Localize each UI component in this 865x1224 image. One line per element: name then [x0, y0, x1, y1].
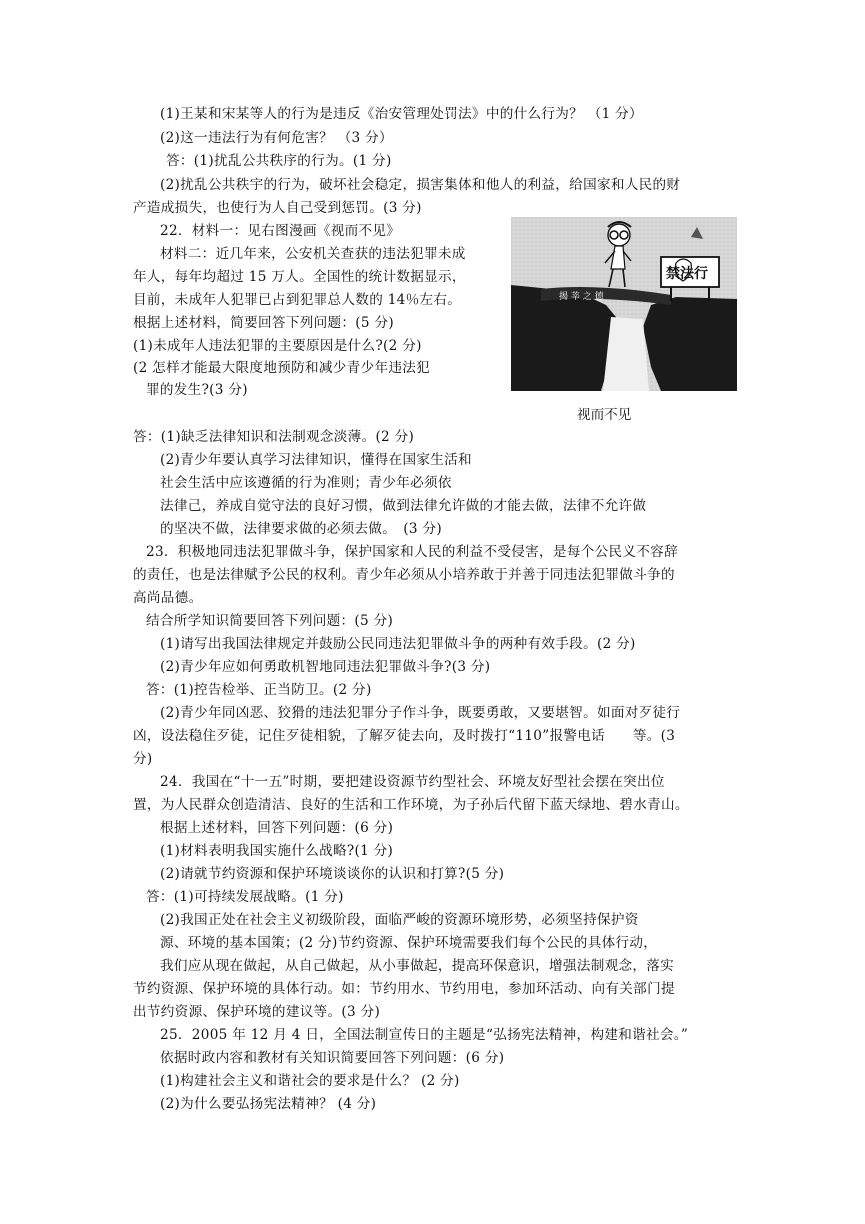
q23-paragraph-line-1: 23．积极地同违法犯罪做斗争，保护国家和人民的利益不受侵害，是每个公民义不容辞 [146, 544, 678, 560]
q22-prompt: 根据上述材料，简要回答下列问题：(5 分) [133, 315, 394, 331]
q21-sub-question-1: (1)王某和宋某等人的行为是违反《治安管理处罚法》中的什么行为？ （1 分） [160, 106, 643, 122]
q22-answer-2-line-3: 法律己，养成自觉守法的良好习惯，做到法律允许做的才能去做，法律不允许做 [160, 498, 647, 514]
q24-answer-2-line-1: (2)我国正处在社会主义初级阶段，面临严峻的资源环境形势，必须坚持保护资 [160, 912, 639, 928]
cartoon-image [511, 217, 737, 391]
q22-material-2-line-3: 目前，未成年人犯罪已占到犯罪总人数的 14％左右。 [133, 292, 462, 308]
right-cliff [643, 297, 737, 391]
q24-answer-2-line-2: 源、环境的基本国策；(2 分)节约资源、保护环境需要我们每个公民的具体行动， [160, 935, 658, 951]
q23-paragraph-line-3: 高尚品德。 [133, 590, 203, 606]
q21-answer-2-line-2: 产造成损失，也使行为人自己受到惩罚。(3 分) [133, 200, 422, 216]
q24-answer-2-line-3: 我们应从现在做起，从自己做起，从小事做起，提高环保意识，增强法制观念，落实 [160, 958, 675, 974]
q22-answer-2-line-4: 的坚决不做，法律要求做的必须去做。 (3 分) [160, 521, 442, 537]
q24-answer-2-line-4: 节约资源、保护环境的具体行动。如：节约用水、节约用电，参加环活动、向有关部门提 [133, 981, 675, 997]
q22-material-2-line-2: 年人，每年均超过 15 万人。全国性的统计数据显示， [133, 269, 466, 285]
q22-answer-1: 答：(1)缺乏法律知识和法制观念淡薄。(2 分) [133, 429, 415, 445]
q24-paragraph-line-2: 置，为人民群众创造清洁、良好的生活和工作环境，为子孙后代留下蓝天绿地、碧水青山。 [133, 797, 689, 813]
q25-prompt: 依据时政内容和教材有关知识简要回答下列问题：(6 分) [160, 1050, 505, 1066]
q22-sub-question-1: (1)未成年人违法犯罪的主要原因是什么?(2 分) [133, 338, 422, 354]
q23-prompt: 结合所学知识简要回答下列问题：(5 分) [146, 613, 394, 629]
cartoon-caption: 视而不见 [577, 407, 632, 423]
q24-paragraph-line-1: 24．我国在“十一五”时期，要把建设资源节约型社会、环境友好型社会摆在突出位 [160, 774, 665, 790]
q22-sub-question-2-line-1: (2 怎样才能最大限度地预防和减少青少年违法犯 [133, 360, 431, 376]
q23-paragraph-line-2: 的责任，也是法律赋予公民的权利。青少年必须从小培养敢于并善于同违法犯罪做斗争的 [133, 567, 675, 583]
q24-prompt: 根据上述材料，回答下列问题：(6 分) [160, 820, 394, 836]
q22-material-2-line-1: 材料二：近几年来，公安机关查获的违法犯罪未成 [160, 246, 466, 262]
q23-answer-2-line-2: 凶，设法稳住歹徒，记住歹徒相貌，了解歹徒去向，及时拨打“110”报警电话 等。(3 [133, 728, 676, 744]
q22-answer-2-line-2: 社会生活中应该遵循的行为准则；青少年必须依 [160, 475, 452, 491]
q23-sub-question-1: (1)请写出我国法律规定并鼓励公民同违法犯罪做斗争的两种有效手段。(2 分) [160, 636, 636, 652]
figure-head [608, 224, 630, 246]
q21-answer-1: 答：(1)扰乱公共秩序的行为。(1 分) [166, 153, 392, 169]
chasm [603, 317, 649, 391]
q23-answer-1: 答：(1)控告检举、正当防卫。(2 分) [146, 682, 372, 698]
q21-sub-question-2: (2)这一违法行为有何危害？ （3 分） [160, 130, 393, 146]
q22-material-1: 22．材料一：见右图漫画《视而不见》 [160, 223, 401, 239]
q23-sub-question-2: (2)青少年应如何勇敢机智地同违法犯罪做斗争?(3 分) [160, 659, 491, 675]
q23-answer-2-line-1: (2)青少年同凶恶、狡猾的违法犯罪分子作斗争，既要勇敢，又要堪智。如面对歹徒行 [160, 705, 681, 721]
q24-answer-2-line-5: 出节约资源、保护环境的建议等。(3 分) [133, 1004, 381, 1020]
q22-sub-question-2-line-2: 罪的发生?(3 分) [146, 382, 248, 398]
q21-answer-2-line-1: (2)扰乱公共秩宇的行为，破坏社会稳定，损害集体和他人的利益，给国家和人民的财 [160, 177, 681, 193]
signboard-text: 禁法行 [666, 266, 708, 282]
q23-answer-2-line-3: 分) [133, 751, 153, 767]
q24-sub-question-2: (2)请就节约资源和保护环境谈谈你的认识和打算?(5 分) [160, 866, 505, 882]
q25-sub-question-1: (1)构建社会主义和谐社会的要求是什么？ (2 分) [160, 1073, 460, 1089]
q25-sub-question-2: (2)为什么要弘扬宪法精神？ (4 分) [160, 1096, 377, 1112]
q22-answer-2-line-1: (2)青少年要认真学习法律知识，懂得在国家生活和 [160, 452, 472, 468]
q24-answer-1: 答：(1)可持续发展战略。(1 分) [146, 889, 344, 905]
q25-paragraph: 25．2005 年 12 月 4 日，全国法制宣传日的主题是“弘扬宪法精神，构建和谐社会。” [160, 1027, 689, 1043]
cartoon-drawing [511, 217, 737, 391]
q24-sub-question-1: (1)材料表明我国实施什么战略?(1 分) [160, 843, 394, 859]
bridge-inscription: 揭 莘 之 德 [559, 292, 604, 302]
